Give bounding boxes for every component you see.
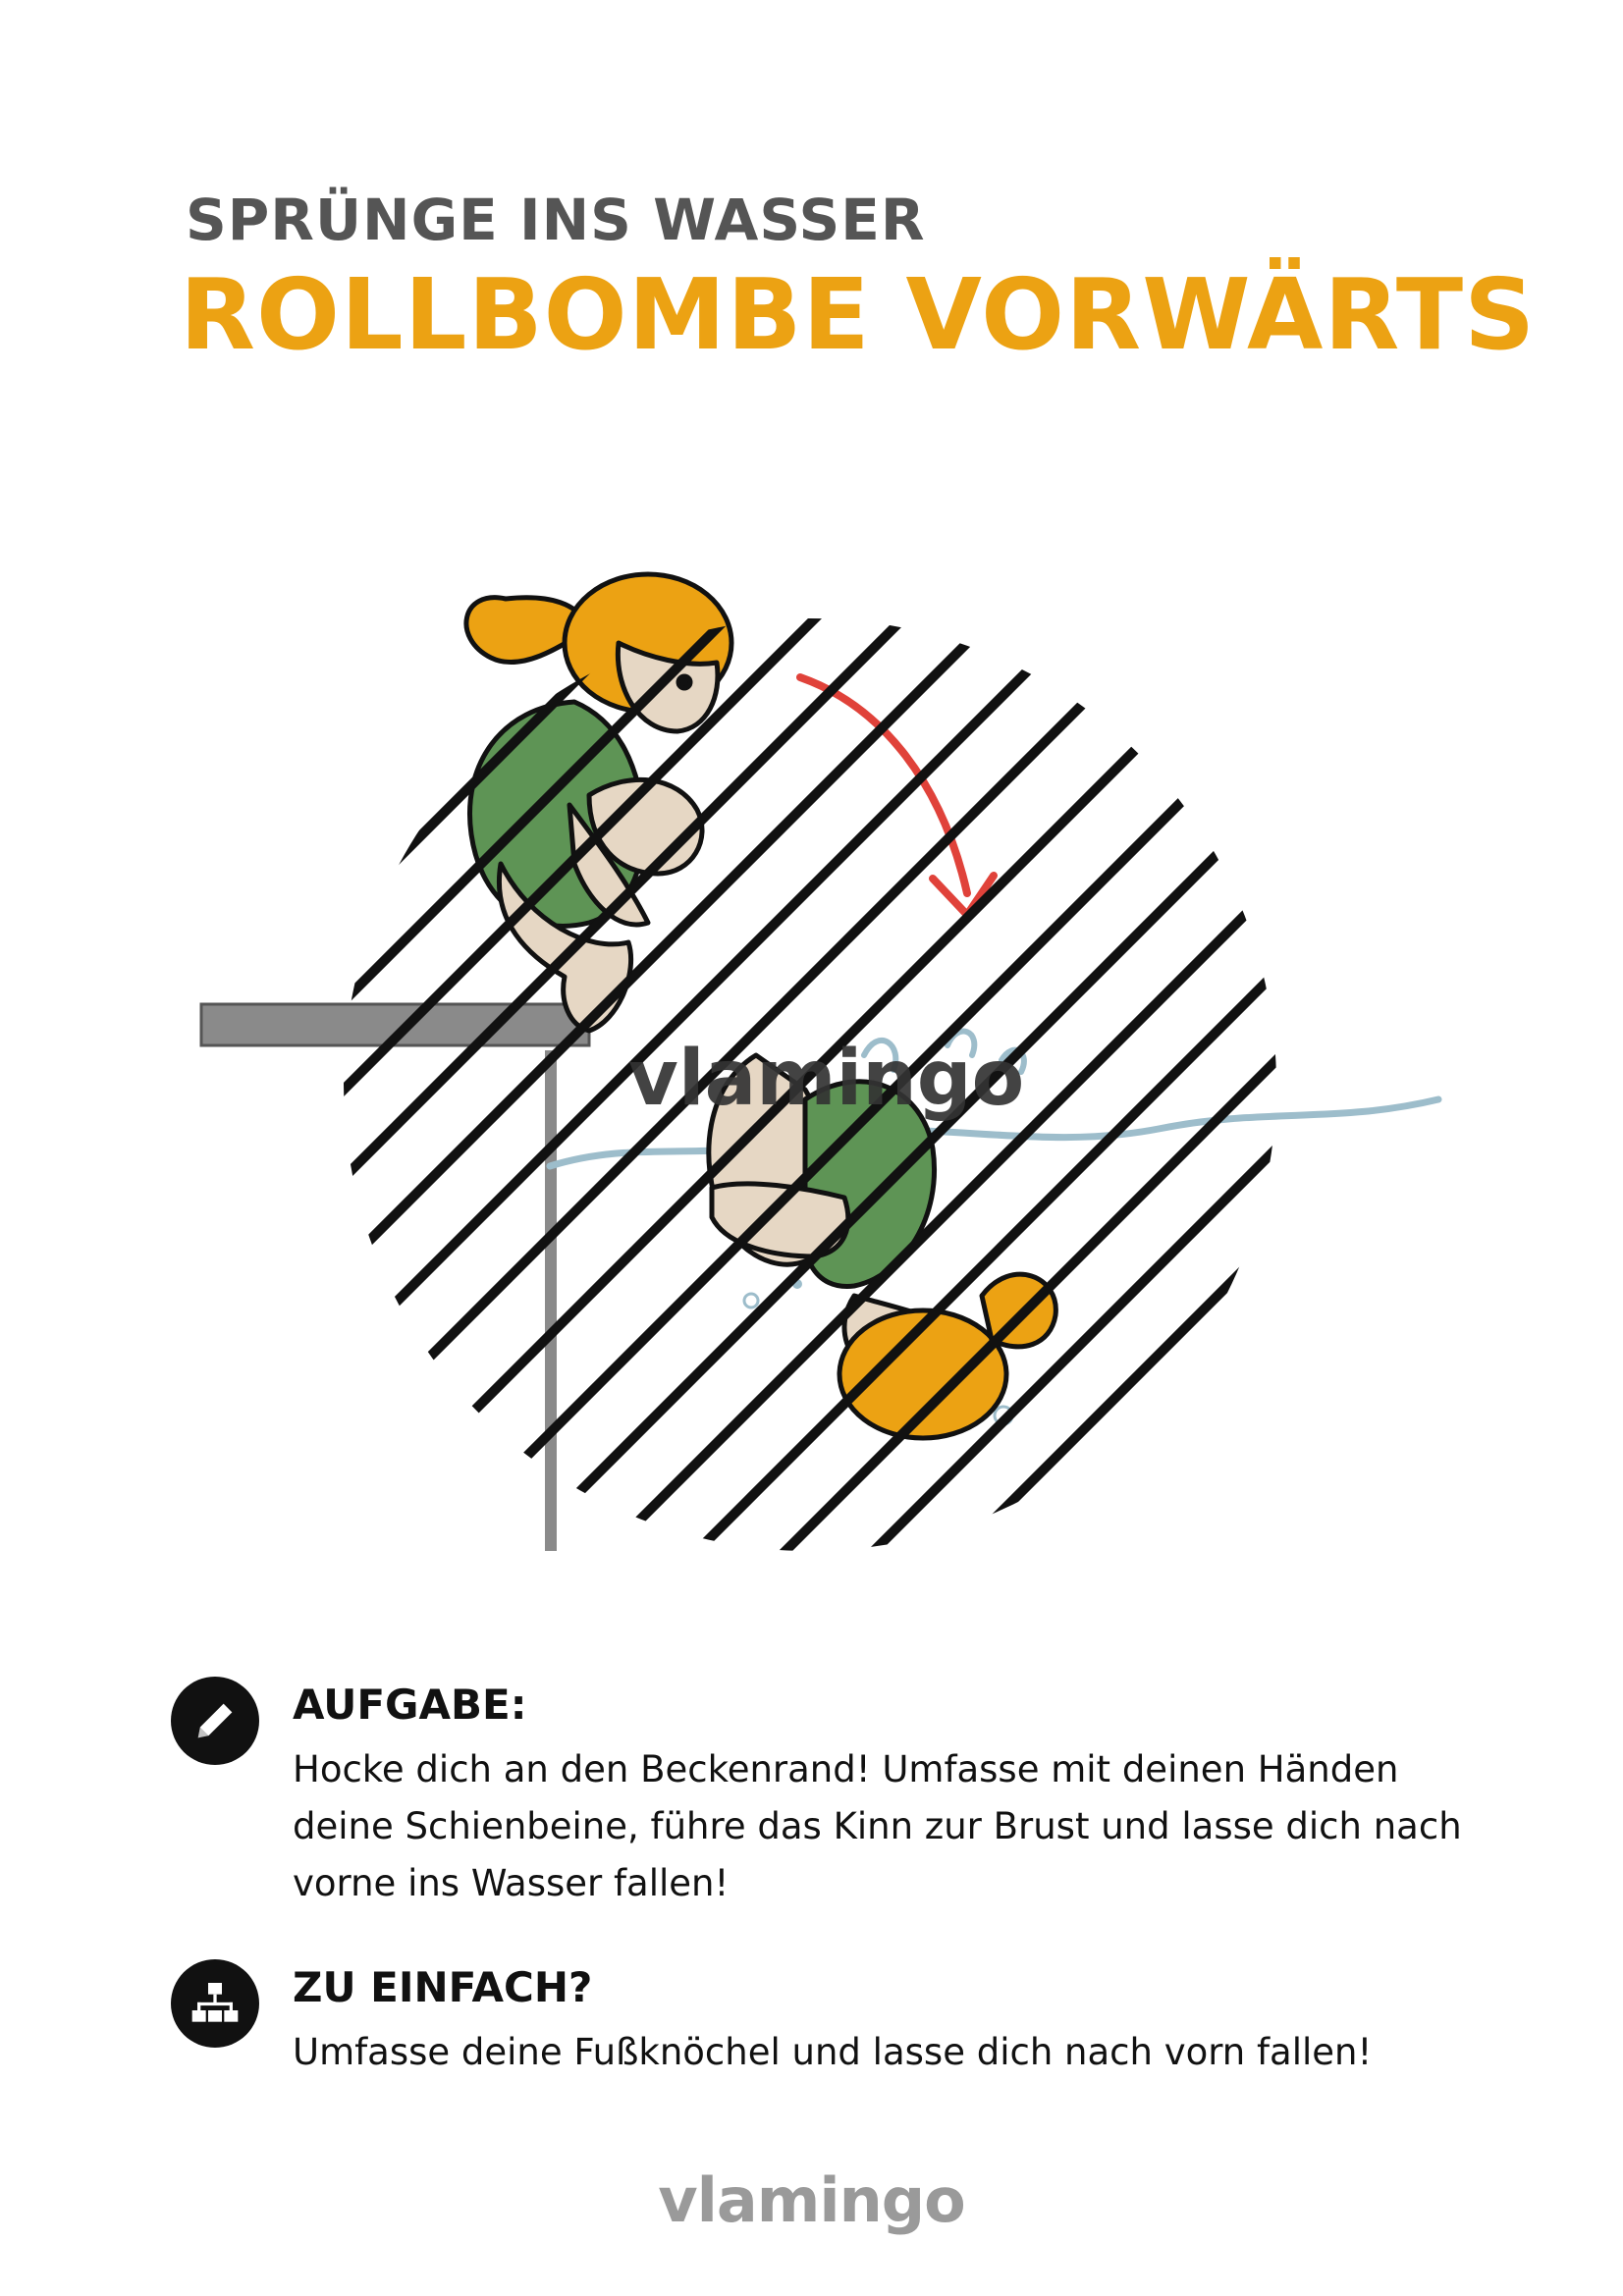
easy-section: [171, 1959, 1506, 2097]
footer-logo: vlamingo: [658, 2164, 965, 2236]
page-title: ROLLBOMBE VORWÄRTS: [180, 257, 1537, 372]
illustration: [0, 510, 1623, 1590]
task-heading: AUFGABE:: [293, 1681, 527, 1729]
jumper-crouched: [466, 574, 731, 1031]
pencil-icon: [171, 1677, 259, 1765]
watermark-logo: vlamingo: [628, 1035, 1025, 1123]
diving-board: [201, 1004, 589, 1551]
easy-heading: ZU EINFACH?: [293, 1963, 593, 2011]
hierarchy-icon: [171, 1959, 259, 2048]
task-section: [171, 1677, 1506, 1912]
easy-text: Umfasse deine Fußknöchel und lasse dich nach vorn fallen!: [293, 2031, 1373, 2073]
task-text: Hocke dich an den Beckenrand! Umfasse mit deinen Händen deine Schienbeine, führe das Kinn zur Brust und lasse dich nach vorne ins Wasser fallen!: [293, 1748, 1462, 1904]
section-eyebrow: SPRÜNGE INS WASSER: [186, 187, 926, 253]
